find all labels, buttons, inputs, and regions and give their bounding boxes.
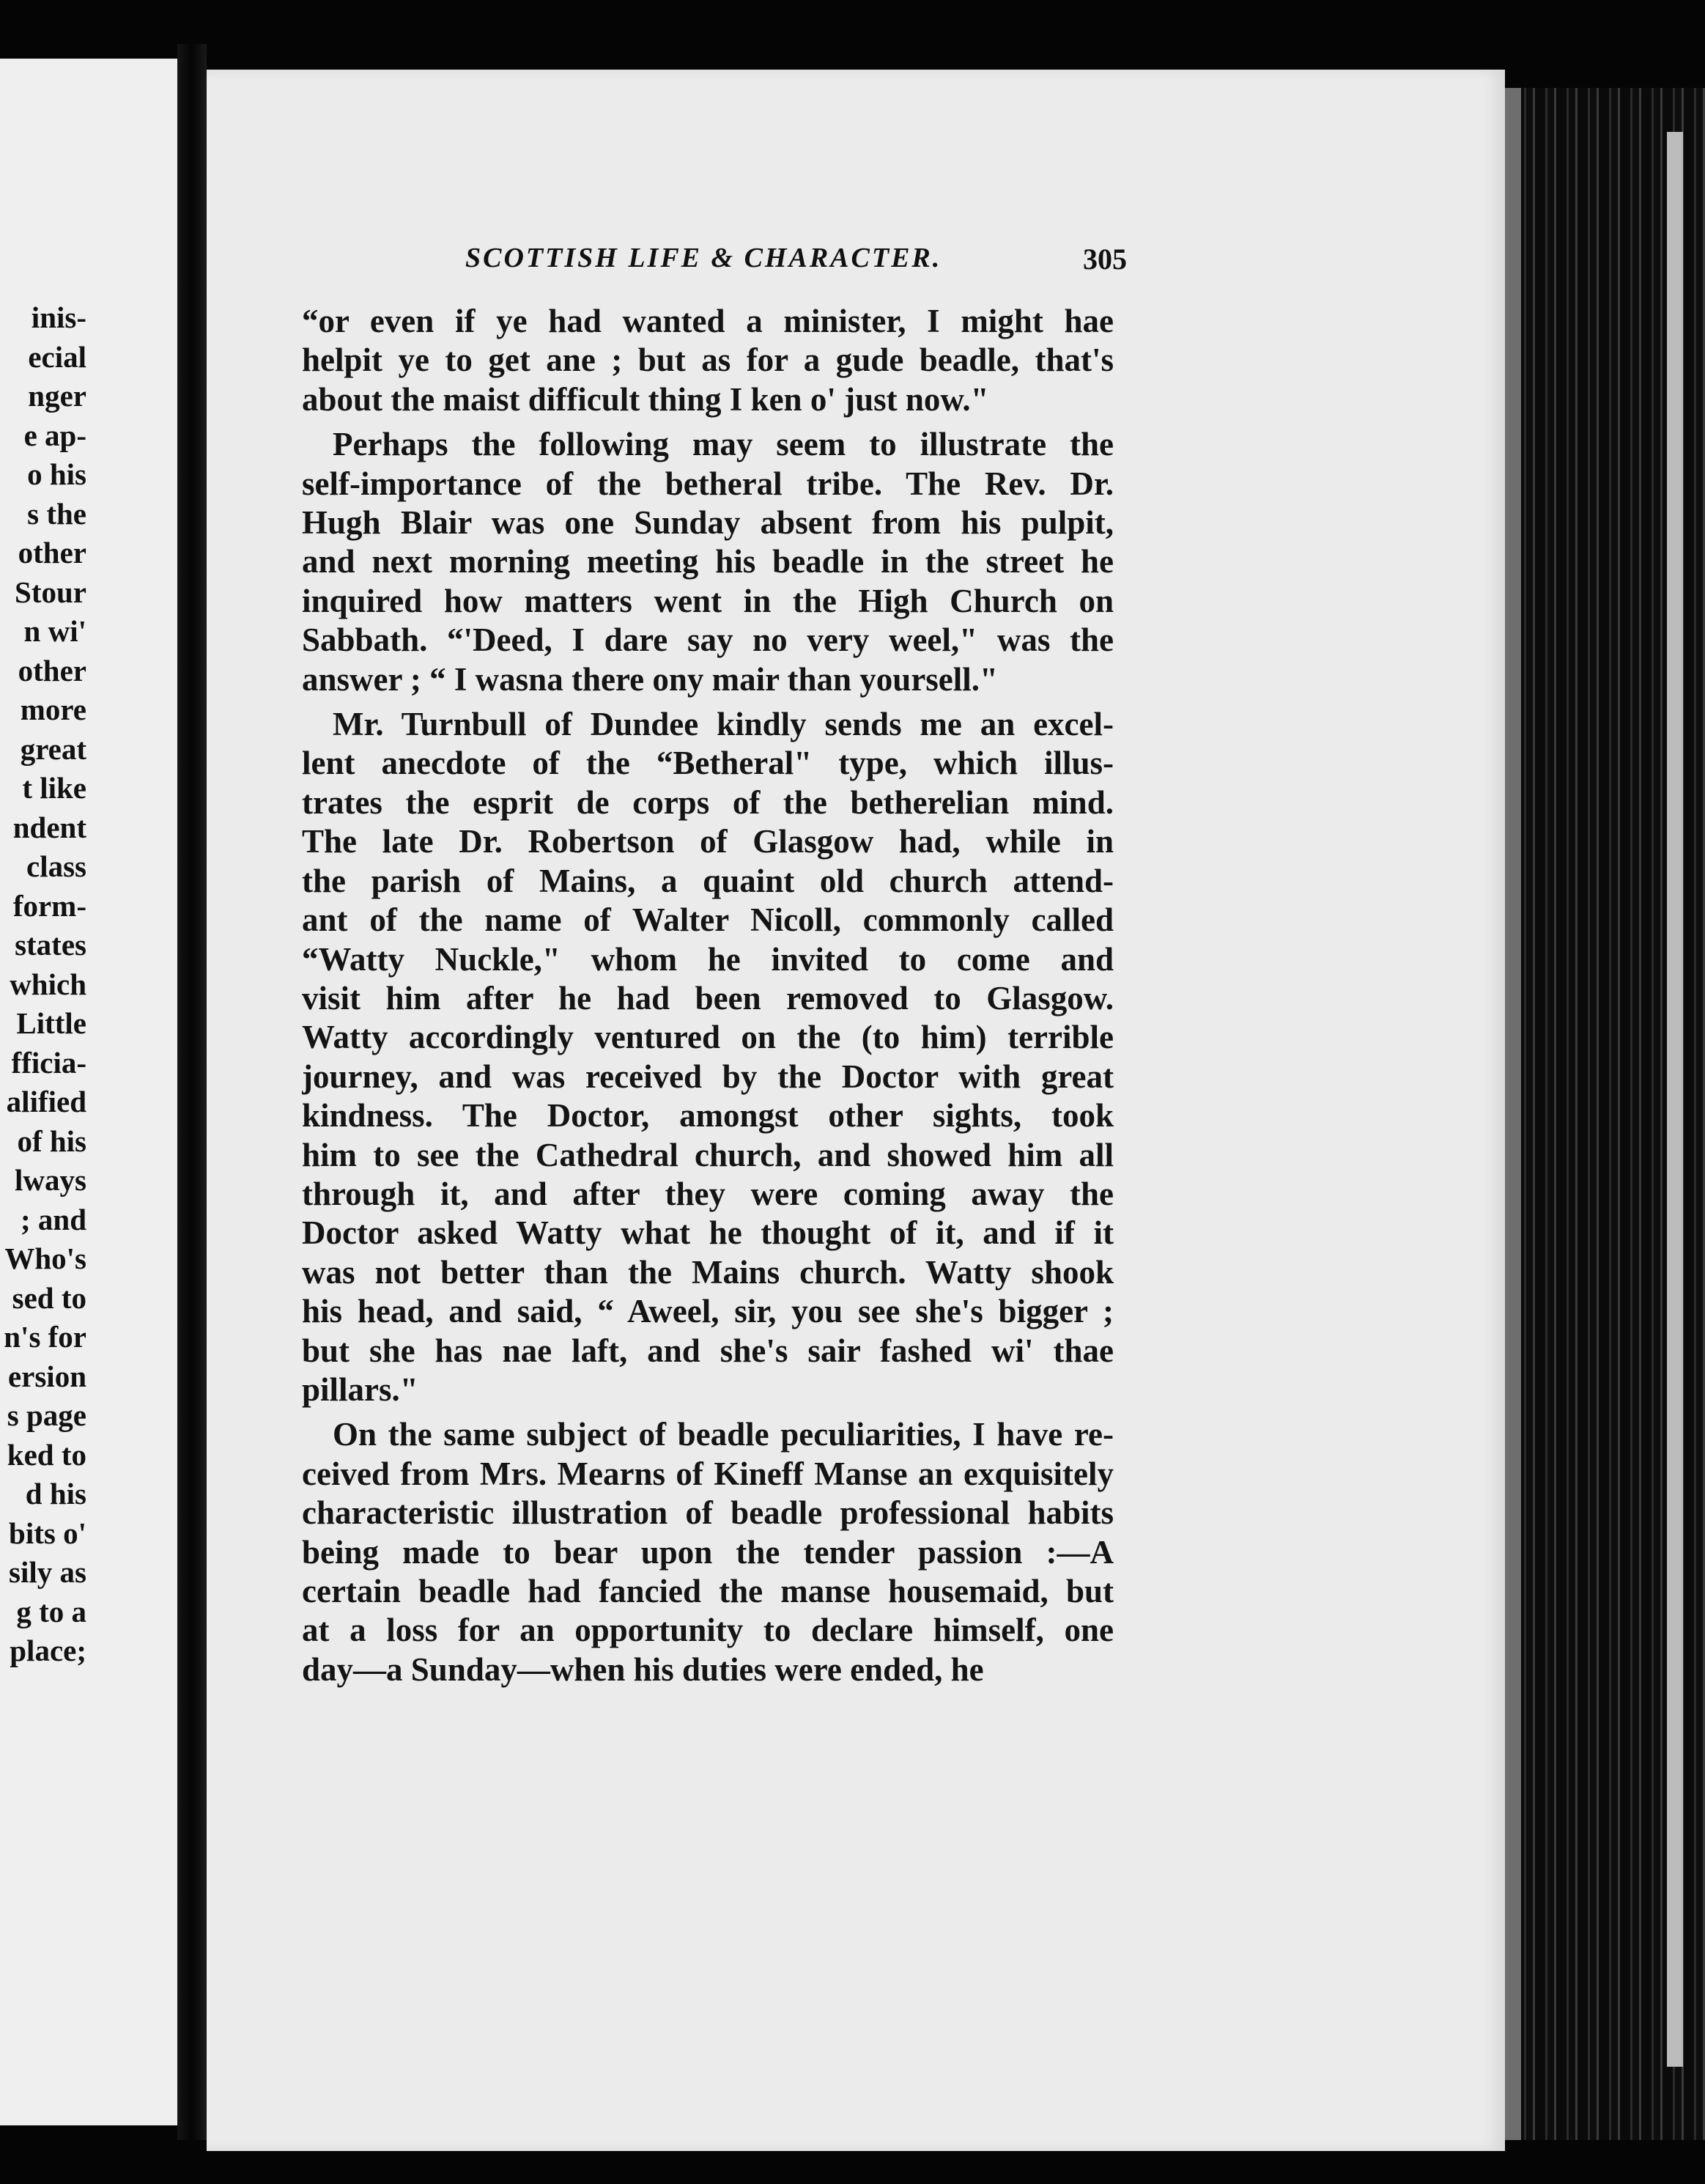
text-line: self-importance of the betheral tribe. The Rev. Dr. [302,465,1114,502]
text-line: and next morning meeting his beadle in the street he [302,543,1114,580]
left-facing-page [0,59,177,2125]
left-page-fragment: Who's [4,1242,86,1275]
left-page-fragment: states [15,928,86,962]
book-gutter [177,44,207,2140]
text-line: day—a Sunday—when his duties were ended, he [302,1650,984,1688]
paragraph [302,425,1114,699]
left-page-fragment: n's for [4,1320,86,1354]
left-page-fragment: sily as [9,1555,86,1589]
left-page-fragment: sed to [12,1280,86,1315]
left-page-fragment: o his [27,457,86,491]
text-line: Mr. Turnbull of Dundee kindly sends me an excel- [333,706,1114,743]
paragraph [302,705,1114,1409]
text-line: was not better than the Mains church. Watty shook [302,1253,1114,1291]
text-line: the parish of Mains, a quaint old church attend- [302,862,1114,899]
left-page-fragment: form- [12,888,86,923]
text-line: his head, and said, “ Aweel, sir, you see she's bigger ; [302,1293,1114,1330]
left-page-fragment: alified [6,1085,86,1118]
left-page-fragment: ndent [12,810,86,844]
paragraph [302,1415,1114,1689]
text-line: “or even if ye had wanted a minister, I might hae [302,303,1114,339]
text-line: at a loss for an opportunity to declare himself, one [302,1612,1114,1649]
left-page-fragment: e ap- [23,418,86,452]
text-line: The late Dr. Robertson of Glasgow had, while in [302,823,1114,860]
left-page-fragment: fficia- [11,1045,86,1080]
body-text [302,302,1114,1689]
text-line: lent anecdote of the “Betheral" type, which illus- [302,745,1114,782]
text-line: Watty accordingly ventured on the (to him) terrible [302,1019,1114,1056]
text-line: being made to bear upon the tender passion :—A [302,1533,1114,1571]
left-page-fragment: of his [17,1124,86,1158]
text-line: characteristic illustration of beadle professional habits [302,1494,1114,1532]
text-line: Perhaps the following may seem to illustrate the [333,426,1114,463]
text-line: Hugh Blair was one Sunday absent from his pulpit, [302,504,1114,542]
left-page-fragment: t like [22,771,86,805]
left-page-fragment: great [20,731,86,766]
left-page-fragment: s page [7,1398,86,1432]
left-page-fragment: g to a [16,1594,86,1628]
text-line: him to see the Cathedral church, and showed him all [302,1136,1114,1173]
left-page-fragment: Little [16,1006,86,1040]
text-line: trates the esprit de corps of the betherelian mind. [302,783,1114,821]
left-page-fragment: nger [28,379,86,413]
left-page-fragment: which [10,967,86,1001]
left-page-fragment: n wi' [23,614,86,648]
text-line: certain beadle had fancied the manse housemaid, but [302,1573,1114,1609]
left-page-fragment: more [20,693,86,726]
text-line: “Watty Nuckle," whom he invited to come and [302,940,1114,978]
left-page-fragment: lways [15,1163,86,1197]
paragraph [302,302,1114,419]
left-page-fragment: ; and [20,1202,86,1236]
left-page-fragment: Stour [15,575,86,609]
left-page-fragment: ersion [7,1359,86,1393]
text-line: pillars." [302,1370,418,1408]
text-line: Doctor asked Watty what he thought of it, and if it [302,1214,1114,1252]
left-page-fragment: class [26,849,86,883]
text-line: ceived from Mrs. Mearns of Kineff Manse an exquisitely [302,1455,1114,1492]
page-edge-highlight [1667,132,1683,2067]
left-page-fragment: d his [25,1477,86,1510]
book-page-edges [1505,88,1705,2140]
text-line: ant of the name of Walter Nicoll, commonly called [302,901,1114,939]
left-page-fragment: ecial [28,339,86,374]
left-page-fragment: s the [27,496,86,531]
page-edge-strip [1505,88,1521,2140]
text-line: answer ; “ I wasna there ony mair than yoursell." [302,660,999,698]
text-line: but she has nae laft, and she's sair fashed wi' thae [302,1332,1114,1369]
text-line: visit him after he had been removed to Glasgow. [302,979,1114,1017]
left-page-fragment: other [18,536,86,569]
text-line: through it, and after they were coming away the [302,1175,1114,1212]
text-line: journey, and was received by the Doctor with great [302,1058,1114,1095]
text-line: kindness. The Doctor, amongst other sights, took [302,1097,1114,1135]
text-line: helpit ye to get ane ; but as for a gude beadle, that's [302,342,1114,379]
left-page-text-fragments [0,298,86,1671]
text-line: about the maist difficult thing I ken o' just now." [302,380,989,418]
left-page-fragment: other [18,653,86,687]
left-page-fragment: ked to [7,1437,86,1472]
text-line: On the same subject of beadle peculiarities, I have re- [333,1416,1114,1453]
left-page-fragment: place; [10,1634,86,1667]
left-page-fragment: bits o' [9,1516,86,1550]
running-head: SCOTTISH LIFE & CHARACTER. [465,243,942,273]
page-number: 305 [1083,243,1127,276]
text-line: inquired how matters went in the High Church on [302,582,1114,619]
text-line: Sabbath. “'Deed, I dare say no very weel," was the [302,621,1114,659]
left-page-fragment: inis- [31,300,86,334]
